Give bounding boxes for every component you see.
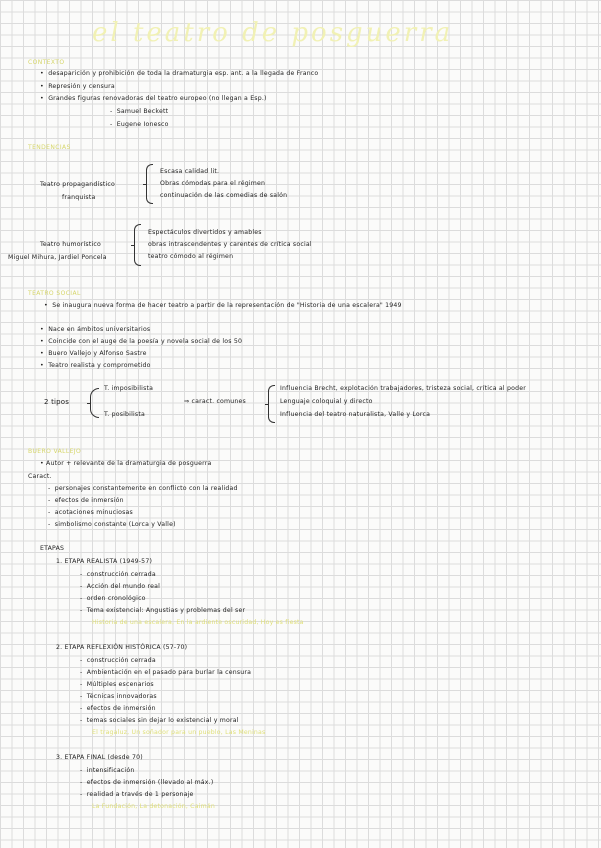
list-item: Espectáculos divertidos y amables [148, 229, 262, 236]
list-item: Obras cómodas para el régimen [160, 180, 266, 187]
list-item: - Eugene Ionesco [110, 121, 169, 128]
list-item: - construcción cerrada [80, 657, 156, 664]
brace [268, 385, 275, 423]
list-item: - realidad a través de 1 personaje [80, 791, 194, 798]
list-item: - simbolismo constante (Lorca y Valle) [48, 521, 176, 528]
list-item: • Represión y censura [40, 83, 115, 90]
list-item: • Grandes figuras renovadoras del teatro europeo (no llegan a Esp.) [40, 95, 267, 102]
example-works: Historia de una escalera, En la ardiente oscuridad, Hoy es fiesta [92, 619, 304, 626]
list-item: Influencia del teatro naturalista, Valle y Lorca [280, 411, 431, 418]
list-item: - Ambientación en el pasado para burlar la censura [80, 669, 252, 676]
propagandistico-sub: franquista [62, 194, 96, 201]
brace [90, 388, 99, 418]
section-heading-contexto: CONTEXTO [28, 59, 65, 66]
list-item: Influencia Brecht, explotación trabajadores, tristeza social, crítica al poder [280, 385, 526, 392]
tipo-posibilista: T. posibilista [104, 411, 145, 418]
list-item: - personajes constantemente en conflicto con la realidad [48, 485, 238, 492]
list-item: - Múltiples escenarios [80, 681, 154, 688]
list-item: - temas sociales sin dejar lo existencial y moral [80, 717, 239, 724]
intro-text: • Autor + relevante de la dramaturgia de posguerra [40, 460, 212, 467]
caract-label: Caract. [28, 473, 52, 480]
list-item: - intensificación [80, 767, 135, 774]
brace [134, 224, 141, 266]
etapas-label: ETAPAS [40, 545, 65, 552]
list-item: - Acción del mundo real [80, 583, 160, 590]
list-item: - Tema existencial: Angustias y problemas del ser [80, 607, 246, 614]
list-item: - construcción cerrada [80, 571, 156, 578]
list-item: Lenguaje coloquial y directo [280, 398, 373, 405]
example-works: La Fundación, La detonación, Caimán [92, 803, 215, 810]
list-item: continuación de las comedias de salón [160, 192, 288, 199]
list-item: teatro cómodo al régimen [148, 253, 234, 260]
list-item: - efectos de inmersión [80, 705, 156, 712]
page-title: el teatro de posguerra [92, 18, 454, 48]
list-item: • Nace en ámbitos universitarios [40, 326, 151, 333]
humoristico-label: Teatro humorístico [40, 241, 101, 248]
etapa-title: 2. ETAPA REFLEXIÓN HISTÓRICA (57-70) [56, 644, 188, 651]
tipos-label: 2 tipos [44, 398, 70, 406]
list-item: - Técnicas innovadoras [80, 693, 157, 700]
tipo-imposibilista: T. imposibilista [104, 385, 154, 392]
list-item: - efectos de inmersión [48, 497, 124, 504]
brace [146, 164, 153, 204]
list-item: obras intrascendentes y carentes de crítica social [148, 241, 312, 248]
list-item: • Buero Vallejo y Alfonso Sastre [40, 350, 147, 357]
example-works: El tragaluz, Un soñador para un pueblo, Las Meninas [92, 729, 266, 736]
list-item: • desaparición y prohibición de toda la dramaturgia esp. ant. a la llegada de Franco [40, 70, 319, 77]
section-heading-tendencias: TENDENCIAS [28, 144, 71, 151]
section-heading-teatro-social: TEATRO SOCIAL [28, 290, 81, 297]
list-item: • Teatro realista y comprometido [40, 362, 151, 369]
list-item: • Coincide con el auge de la poesía y novela social de los 50 [40, 338, 243, 345]
list-item: - efectos de inmersión (llevado al máx.) [80, 779, 214, 786]
section-heading-buero-vallejo: BUERO VALLEJO [28, 448, 82, 455]
list-item: Escasa calidad lit. [160, 168, 220, 175]
propagandistico-label: Teatro propagandístico [40, 181, 115, 188]
etapa-title: 1. ETAPA REALISTA (1949-57) [56, 558, 153, 565]
humoristico-authors: Miguel Mihura, Jardiel Poncela [8, 254, 107, 261]
intro-text: • Se inaugura nueva forma de hacer teatro a partir de la representación de "Historia de una escalera" 1949 [44, 302, 402, 309]
list-item: - orden cronológico [80, 595, 146, 602]
etapa-title: 3. ETAPA FINAL (desde 70) [56, 754, 143, 761]
list-item: - Samuel Beckett [110, 108, 169, 115]
caract-comunes-arrow: ⇒ caract. comunes [184, 398, 246, 405]
list-item: - acotaciones minuciosas [48, 509, 133, 516]
